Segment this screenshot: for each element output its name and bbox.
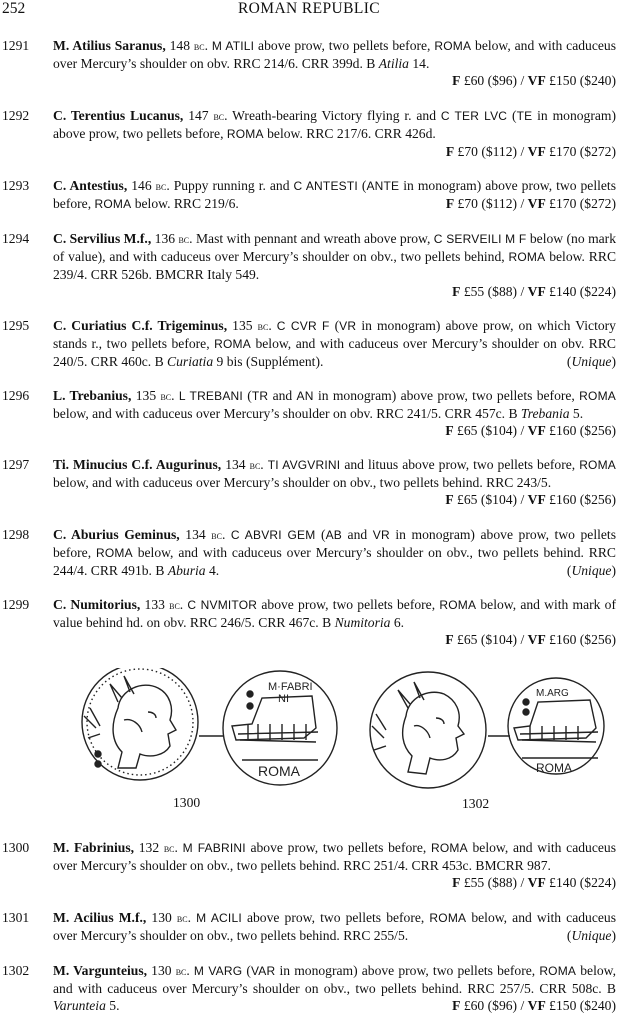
price-line: F £70 ($112) / VF £170 ($272): [445, 144, 616, 159]
monogram: AN: [296, 389, 314, 403]
entry-number: 1300: [2, 840, 30, 855]
rarity-note: (Unique): [566, 928, 616, 943]
legend: ROMA: [579, 389, 616, 403]
entry-number: 1298: [2, 527, 30, 542]
era: bc: [160, 389, 172, 403]
monogram: TR: [251, 389, 269, 403]
monogram: ANTE: [366, 179, 400, 193]
legend: C CVR F: [276, 319, 330, 333]
entry-text: C. Numitorius, 133 bc. C NVMITOR above prow, two pellets before, ROMA below, and with mark of value behind hd. on obv. RRC 246/5. CRR 467c. B Numitoria 6. F £65 ($104) / VF £160 ($256): [53, 597, 617, 647]
catalogue-entry-1292: [0, 107, 618, 160]
era: bc: [213, 109, 225, 123]
monogram: TE: [516, 109, 533, 123]
legend: ROMA: [579, 458, 616, 472]
legend: ROMA: [539, 964, 577, 978]
entry-text: M. Fabrinius, 132 bc. M FABRINI above prow, two pellets before, ROMA below, and with caduceus over Mercury’s shoulder on obv., two pellets behind. RRC 251/4. CRR 453c. BMCRR 987. F £55 ($88) / VF £140 ($224): [53, 840, 616, 890]
price-line: F £60 ($96) / VF £150 ($240): [452, 73, 616, 88]
legend: ROMA: [429, 911, 467, 925]
entry-text: M. Vargunteius, 130 bc. M VARG (VAR in monogram) above prow, two pellets before, ROMA below, and with caduceus over Mercury’s shoulder on obv., two pellets behind. RRC 257/5. CRR 508c. B Varunteia 5. F £60 ($96) / VF £150 ($240): [53, 963, 616, 1013]
era: bc: [163, 841, 175, 855]
moneyer-name: C. Terentius Lucanus,: [53, 108, 184, 123]
legend: ROMA: [214, 337, 251, 351]
page-number: 252: [2, 0, 26, 17]
legend: ROMA: [226, 127, 264, 141]
date: 147: [188, 108, 209, 123]
rarity-note: (Unique): [566, 354, 616, 369]
moneyer-name: M. Fabrinius,: [53, 840, 135, 855]
entry-text: M. Acilius M.f., 130 bc. M ACILI above prow, two pellets before, ROMA below, and with caduceus over Mercury’s shoulder on obv., two pellets behind. RRC 255/5. (Unique): [53, 910, 617, 943]
coin-1302-rev-legend: M.ARG: [536, 688, 569, 699]
date: 133: [144, 597, 165, 612]
coin-1300-rev-legend-line1: M·FABRI: [268, 681, 313, 693]
entry-text: C. Servilius M.f., 136 bc. Mast with pennant and wreath above prow, C SERVEILI M F below (no mark of value), and with caduceus over Mercury’s shoulder on obv., two pellets behind, ROMA below. RRC 239/4. CRR 526b. BMCRR Italy 549. F £55 ($88) / VF £140 ($224): [53, 231, 617, 299]
catalogue-entry-1301: [0, 909, 618, 944]
monogram: VAR: [250, 964, 276, 978]
price-line: F £65 ($104) / VF £160 ($256): [445, 632, 616, 647]
moneyer-name: C. Antestius,: [53, 178, 128, 193]
catalogue-entry-1298: [0, 526, 618, 579]
rarity-note: (Unique): [566, 563, 616, 578]
entry-number: 1297: [2, 457, 30, 472]
era: bc: [169, 598, 180, 612]
date: 135: [232, 318, 253, 333]
catalogue-entry-1293: [0, 177, 618, 213]
coin-1302-obverse: [370, 672, 486, 788]
legend: ROMA: [434, 39, 472, 53]
legend: M FABRINI: [182, 841, 246, 855]
era: bc: [178, 232, 190, 246]
entry-text: Ti. Minucius C.f. Augurinus, 134 bc. TI AVGVRINI and lituus above prow, two pellets before, ROMA below, and with caduceus over Mercury’s shoulder on obv., two pellets behind. RRC 243/5. F £65 ($104) / VF £160 ($256): [53, 457, 616, 507]
moneyer-name: L. Trebanius,: [53, 388, 132, 403]
coin-1300-rev-exergue: ROMA: [258, 763, 300, 779]
price-line: F £65 ($104) / VF £160 ($256): [445, 492, 616, 507]
entry-text: L. Trebanius, 135 bc. L TREBANI (TR and AN in monogram) above prow, two pellets before, ROMA below, and with caduceus over Mercury’s shoulder on obv. RRC 241/5. CRR 457c. B Trebania 5. F £65 ($104) / VF £160 ($256): [53, 388, 616, 438]
moneyer-name: C. Numitorius,: [53, 597, 141, 612]
legend: L TREBANI: [178, 389, 243, 403]
moneyer-name: Ti. Minucius C.f. Augurinus,: [53, 457, 222, 472]
date: 134: [185, 527, 206, 542]
date: 135: [135, 388, 157, 403]
price-line: F £55 ($88) / VF £140 ($224): [452, 875, 616, 890]
price-line: F £65 ($104) / VF £160 ($256): [445, 423, 616, 438]
era: bc: [176, 911, 188, 925]
legend: M VARG: [193, 964, 243, 978]
era: bc: [211, 528, 222, 542]
entry-text: C. Aburius Geminus, 134 bc. C ABVRI GEM (AB and VR in monogram) above prow, two pellets before, ROMA below, and with caduceus over Mercury’s shoulder on obv., two pellets behind. RRC 244/4. CRR 491b. B Aburia 4. (Unique): [53, 527, 617, 578]
catalogue-entry-1302: [0, 962, 618, 1014]
monogram: VR: [372, 528, 390, 542]
era: bc: [175, 964, 187, 978]
catalogue-entry-1291: [0, 37, 618, 89]
legend: TI AVGVRINI: [267, 458, 341, 472]
legend: C SERVEILI M F: [433, 232, 527, 246]
entry-number: 1299: [2, 597, 30, 612]
moneyer-name: M. Acilius M.f.,: [53, 910, 147, 925]
legend: ROMA: [439, 598, 477, 612]
coin-1300-rev-legend-line2: NI: [278, 693, 289, 705]
date: 146: [131, 178, 152, 193]
price-line: F £70 ($112) / VF £170 ($272): [445, 196, 616, 211]
entry-number: 1291: [2, 38, 30, 53]
entry-number: 1296: [2, 388, 30, 403]
moneyer-name: C. Servilius M.f.,: [53, 231, 152, 246]
era: bc: [193, 39, 205, 53]
price-line: F £55 ($88) / VF £140 ($224): [452, 284, 616, 299]
date: 136: [154, 231, 176, 246]
plate-caption-1302: 1302: [462, 796, 490, 811]
coin-1300-obverse: [82, 668, 198, 780]
date: 134: [225, 457, 246, 472]
date: 132: [138, 840, 160, 855]
coin-illustrations: [0, 668, 618, 818]
entry-number: 1295: [2, 318, 30, 333]
era: bc: [257, 319, 269, 333]
entry-number: 1292: [2, 108, 30, 123]
catalogue-entry-1300: [0, 839, 618, 891]
era: bc: [155, 179, 167, 193]
entry-text: C. Terentius Lucanus, 147 bc. Wreath-bearing Victory flying r. and C TER LVC (TE in monogram) above prow, two pellets before, ROMA below. RRC 217/6. CRR 426d. F £70 ($112) / VF £170 ($272): [53, 108, 616, 159]
legend: ROMA: [96, 546, 133, 560]
entry-number: 1293: [2, 178, 30, 193]
catalogue-entry-1296: [0, 387, 618, 439]
legend: ROMA: [94, 197, 132, 211]
legend: C NVMITOR: [187, 598, 258, 612]
moneyer-name: C. Curiatius C.f. Trigeminus,: [53, 318, 228, 333]
date: 130: [151, 963, 172, 978]
catalogue-entry-1295: [0, 317, 618, 370]
monogram: AB: [325, 528, 342, 542]
entry-number: 1302: [2, 963, 30, 978]
monogram: VR: [339, 319, 357, 333]
legend: ROMA: [430, 841, 468, 855]
date: 130: [151, 910, 172, 925]
legend: C TER LVC: [440, 109, 508, 123]
catalogue-entry-1294: [0, 230, 618, 300]
legend: M ACILI: [196, 911, 242, 925]
entry-number: 1294: [2, 231, 30, 246]
catalogue-entry-1299: [0, 596, 618, 648]
entry-text: C. Antestius, 146 bc. Puppy running r. and C ANTESTI (ANTE in monogram) above prow, two pellets before, ROMA below. RRC 219/6. F £70 ($112) / VF £170 ($272): [53, 178, 616, 211]
coin-1302-rev-exergue: ROMA: [536, 761, 572, 775]
entry-number: 1301: [2, 910, 30, 925]
page-header: [0, 0, 618, 20]
running-title: ROMAN REPUBLIC: [237, 0, 381, 17]
legend: C ANTESTI: [293, 179, 358, 193]
coin-plate: [0, 668, 618, 818]
era: bc: [249, 458, 261, 472]
legend: M ATILI: [211, 39, 255, 53]
catalogue-entry-1297: [0, 456, 618, 508]
entry-text: C. Curiatius C.f. Trigeminus, 135 bc. C CVR F (VR in monogram) above prow, on which Victory stands r., two pellets before, ROMA below, and with caduceus over Mercury’s shoulder on obv. RRC 240/5. CRR 460c. B Curiatia 9 bis (Supplément). (Unique): [53, 318, 616, 369]
moneyer-name: C. Aburius Geminus,: [53, 527, 180, 542]
legend: C ABVRI GEM: [230, 528, 316, 542]
moneyer-name: M. Vargunteius,: [53, 963, 148, 978]
moneyer-name: M. Atilius Saranus,: [53, 38, 166, 53]
date: 148: [169, 38, 191, 53]
legend: ROMA: [508, 250, 546, 264]
entry-text: M. Atilius Saranus, 148 bc. M ATILI above prow, two pellets before, ROMA below, and with caduceus over Mercury’s shoulder on obv. RRC 214/6. CRR 399d. B Atilia 14. F £60 ($96) / VF £150 ($240): [53, 38, 616, 88]
plate-caption-1300: 1300: [173, 795, 201, 810]
price-line: F £60 ($96) / VF £150 ($240): [452, 998, 616, 1013]
